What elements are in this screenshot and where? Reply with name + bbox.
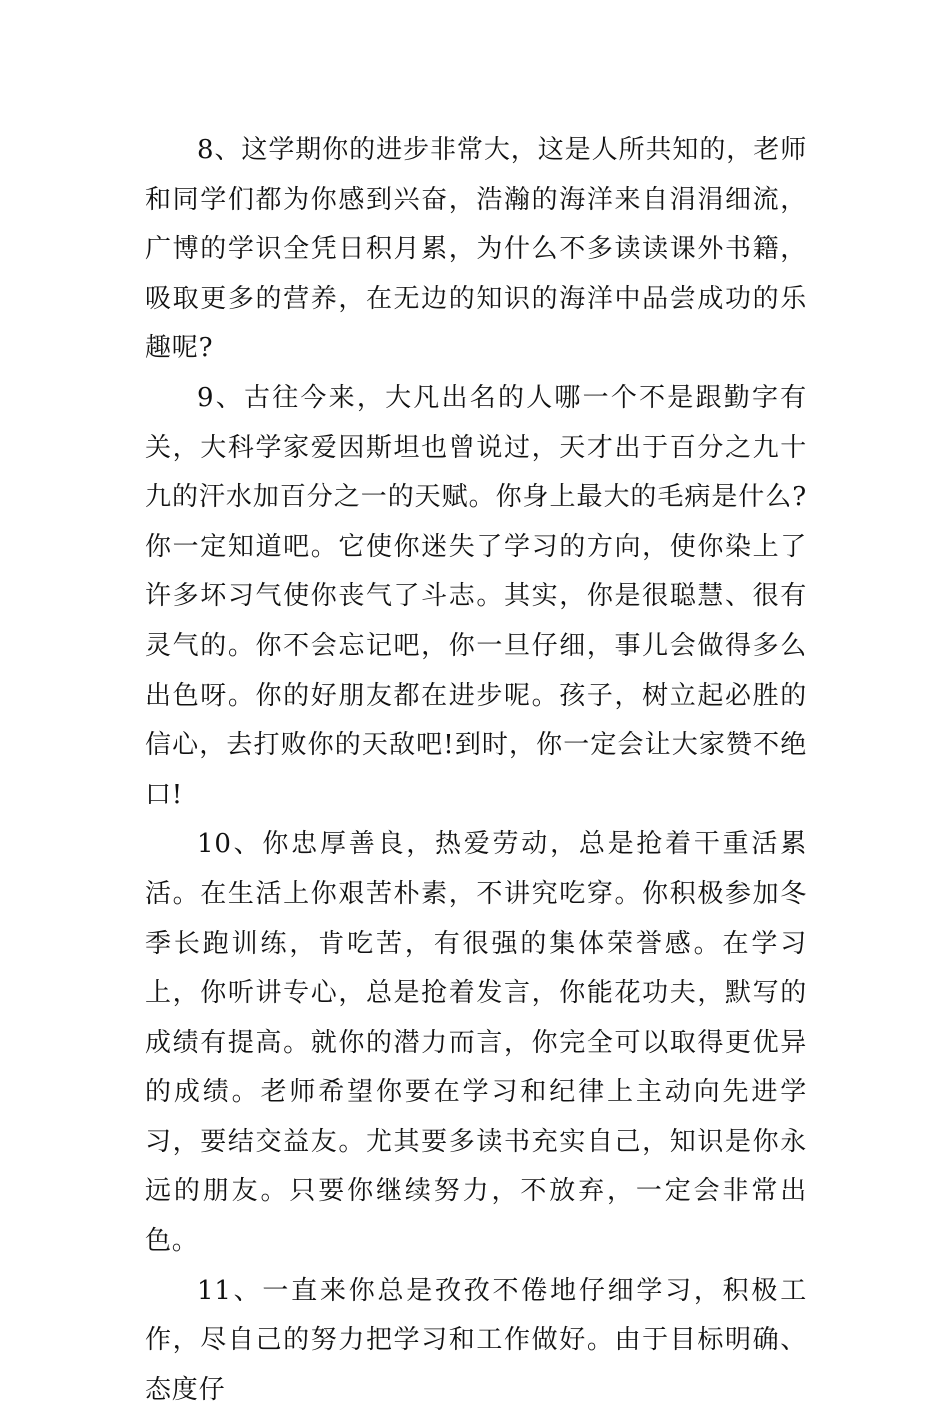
paragraph-9: 9、古往今来，大凡出名的人哪一个不是跟勤字有关，大科学家爱因斯坦也曾说过，天才出于百分之九十九的汗水加百分之一的天赋。你身上最大的毛病是什么?你一定知道吧。它使你迷失了学习的方向，使你染上了许多坏习气使你丧气了斗志。其实，你是很聪慧、很有灵气的。你不会忘记吧，你一旦仔细，事儿会做得多么出色呀。你的好朋友都在进步呢。孩子，树立起必胜的信心，去打败你的天敌吧!到时，你一定会让大家赞不绝口! <box>145 382 807 810</box>
paragraph-10: 10、你忠厚善良，热爱劳动，总是抢着干重活累活。在生活上你艰苦朴素，不讲究吃穿。你积极参加冬季长跑训练，肯吃苦，有很强的集体荣誉感。在学习上，你听讲专心，总是抢着发言，你能花功夫，默写的成绩有提高。就你的潜力而言，你完全可以取得更优异的成绩。老师希望你要在学习和纪律上主动向先进学习，要结交益友。尤其要多读书充实自己，知识是你永远的朋友。只要你继续努力，不放弃，一定会非常出色。 <box>145 829 807 1257</box>
paragraph-11: 11、一直来你总是孜孜不倦地仔细学习，积极工作，尽自己的努力把学习和工作做好。由于目标明确、态度仔 <box>145 1275 807 1405</box>
paragraph-8: 8、这学期你的进步非常大，这是人所共知的，老师和同学们都为你感到兴奋，浩瀚的海洋来自涓涓细流，广博的学识全凭日积月累，为什么不多读读课外书籍，吸取更多的营养，在无边的知识的海洋中品尝成功的乐趣呢? <box>145 135 807 364</box>
document-body <box>145 126 807 1415</box>
